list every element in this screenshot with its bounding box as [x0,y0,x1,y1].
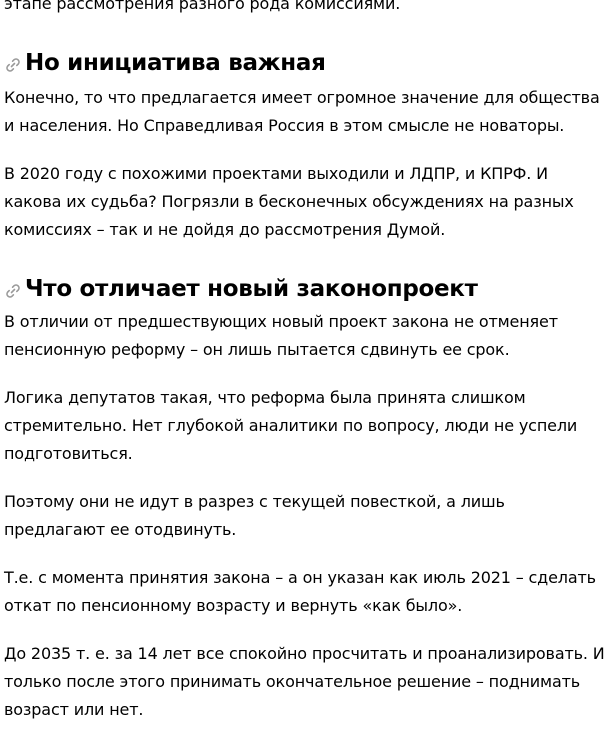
paragraph: Конечно, то что предлагается имеет огромное значение для общества и населения. Но Справедливая Россия в этом смысле не новаторы. [4,88,600,135]
paragraph: Т.е. с момента принятия закона – а он указан как июль 2021 – сделать откат по пенсионному возрасту и вернуть «как было». [4,568,596,615]
section-heading-initiative [4,48,609,78]
paragraph: До 2035 т. е. за 14 лет все спокойно просчитать и проанализировать. И только после этого принимать окончательное решение – поднимать возраст или нет. [4,644,605,719]
section-heading-text: Что отличает новый законопроект [25,276,478,302]
paragraph: В отличии от предшествующих новый проект закона не отменяет пенсионную реформу – он лишь пытается сдвинуть ее срок. [4,312,558,359]
paragraph: Логика депутатов такая, что реформа была принята слишком стремительно. Нет глубокой аналитики по вопросу, люди не успели подготовиться. [4,388,578,463]
paragraph: Поэтому они не идут в разрез с текущей повесткой, а лишь предлагают ее отодвинуть. [4,492,505,539]
article-body [4,0,609,724]
section-heading-text: Но инициатива важная [25,50,326,76]
intro-paragraph-tail: этапе рассмотрения разного рода комиссиями. [4,0,401,13]
link-icon[interactable] [4,282,22,300]
section-heading-new-bill [4,274,609,304]
link-icon[interactable] [4,56,22,74]
paragraph: В 2020 году с похожими проектами выходили и ЛДПР, и КПРФ. И какова их судьба? Погрязли в бесконечных обсуждениях на разных комиссиях – так и не дойдя до рассмотрения Думой. [4,164,574,239]
